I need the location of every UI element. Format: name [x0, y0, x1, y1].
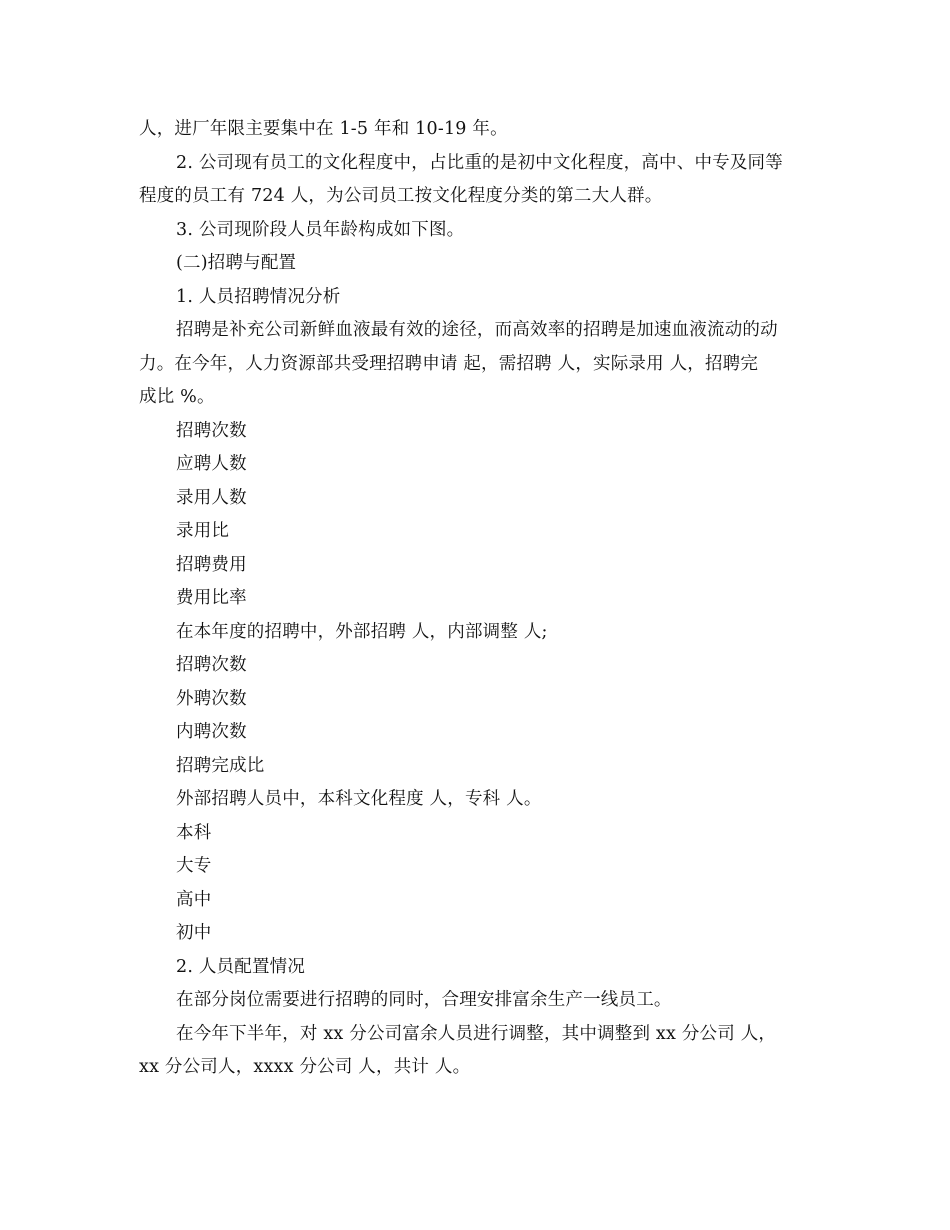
subsection-heading: 2. 人员配置情况	[176, 956, 306, 977]
list-item: 招聘次数	[176, 420, 247, 441]
body-line: xx 分公司人，xxxx 分公司 人，共计 人。	[139, 1057, 471, 1077]
list-item: 录用人数	[176, 487, 247, 508]
list-item: 应聘人数	[176, 454, 247, 474]
body-line: 成比 %。	[139, 387, 215, 407]
list-item: 初中	[176, 923, 212, 943]
list-item: 招聘完成比	[176, 755, 265, 776]
body-line: 招聘是补充公司新鲜血液最有效的途径，而高效率的招聘是加速血液流动的动	[176, 320, 778, 340]
list-item: 大专	[176, 856, 212, 876]
body-line: 程度的员工有 724 人，为公司员工按文化程度分类的第二大人群。	[139, 186, 663, 206]
body-line: 人，进厂年限主要集中在 1-5 年和 10-19 年。	[139, 119, 508, 139]
document-body	[139, 113, 824, 1085]
body-line: 力。在今年，人力资源部共受理招聘申请 起，需招聘 人，实际录用 人，招聘完	[139, 353, 759, 374]
body-line: 在本年度的招聘中，外部招聘 人，内部调整 人;	[176, 621, 548, 642]
list-item: 内聘次数	[176, 722, 247, 742]
list-item: 招聘次数	[176, 655, 247, 675]
list-item: 费用比率	[176, 588, 247, 608]
list-item: 招聘费用	[176, 554, 247, 575]
body-line: 外部招聘人员中，本科文化程度 人，专科 人。	[176, 789, 542, 809]
subsection-heading: 1. 人员招聘情况分析	[176, 286, 341, 307]
list-item: 外聘次数	[176, 688, 247, 709]
body-line: 2. 公司现有员工的文化程度中，占比重的是初中文化程度，高中、中专及同等	[176, 152, 783, 173]
body-line: 3. 公司现阶段人员年龄构成如下图。	[176, 219, 465, 240]
list-item: 高中	[176, 889, 212, 910]
body-line: 在部分岗位需要进行招聘的同时，合理安排富余生产一线员工。	[176, 990, 672, 1010]
section-heading: (二)招聘与配置	[176, 253, 297, 273]
body-line: 在今年下半年，对 xx 分公司富余人员进行调整，其中调整到 xx 分公司 人，	[176, 1023, 777, 1044]
list-item: 本科	[176, 822, 212, 843]
list-item: 录用比	[176, 521, 230, 541]
